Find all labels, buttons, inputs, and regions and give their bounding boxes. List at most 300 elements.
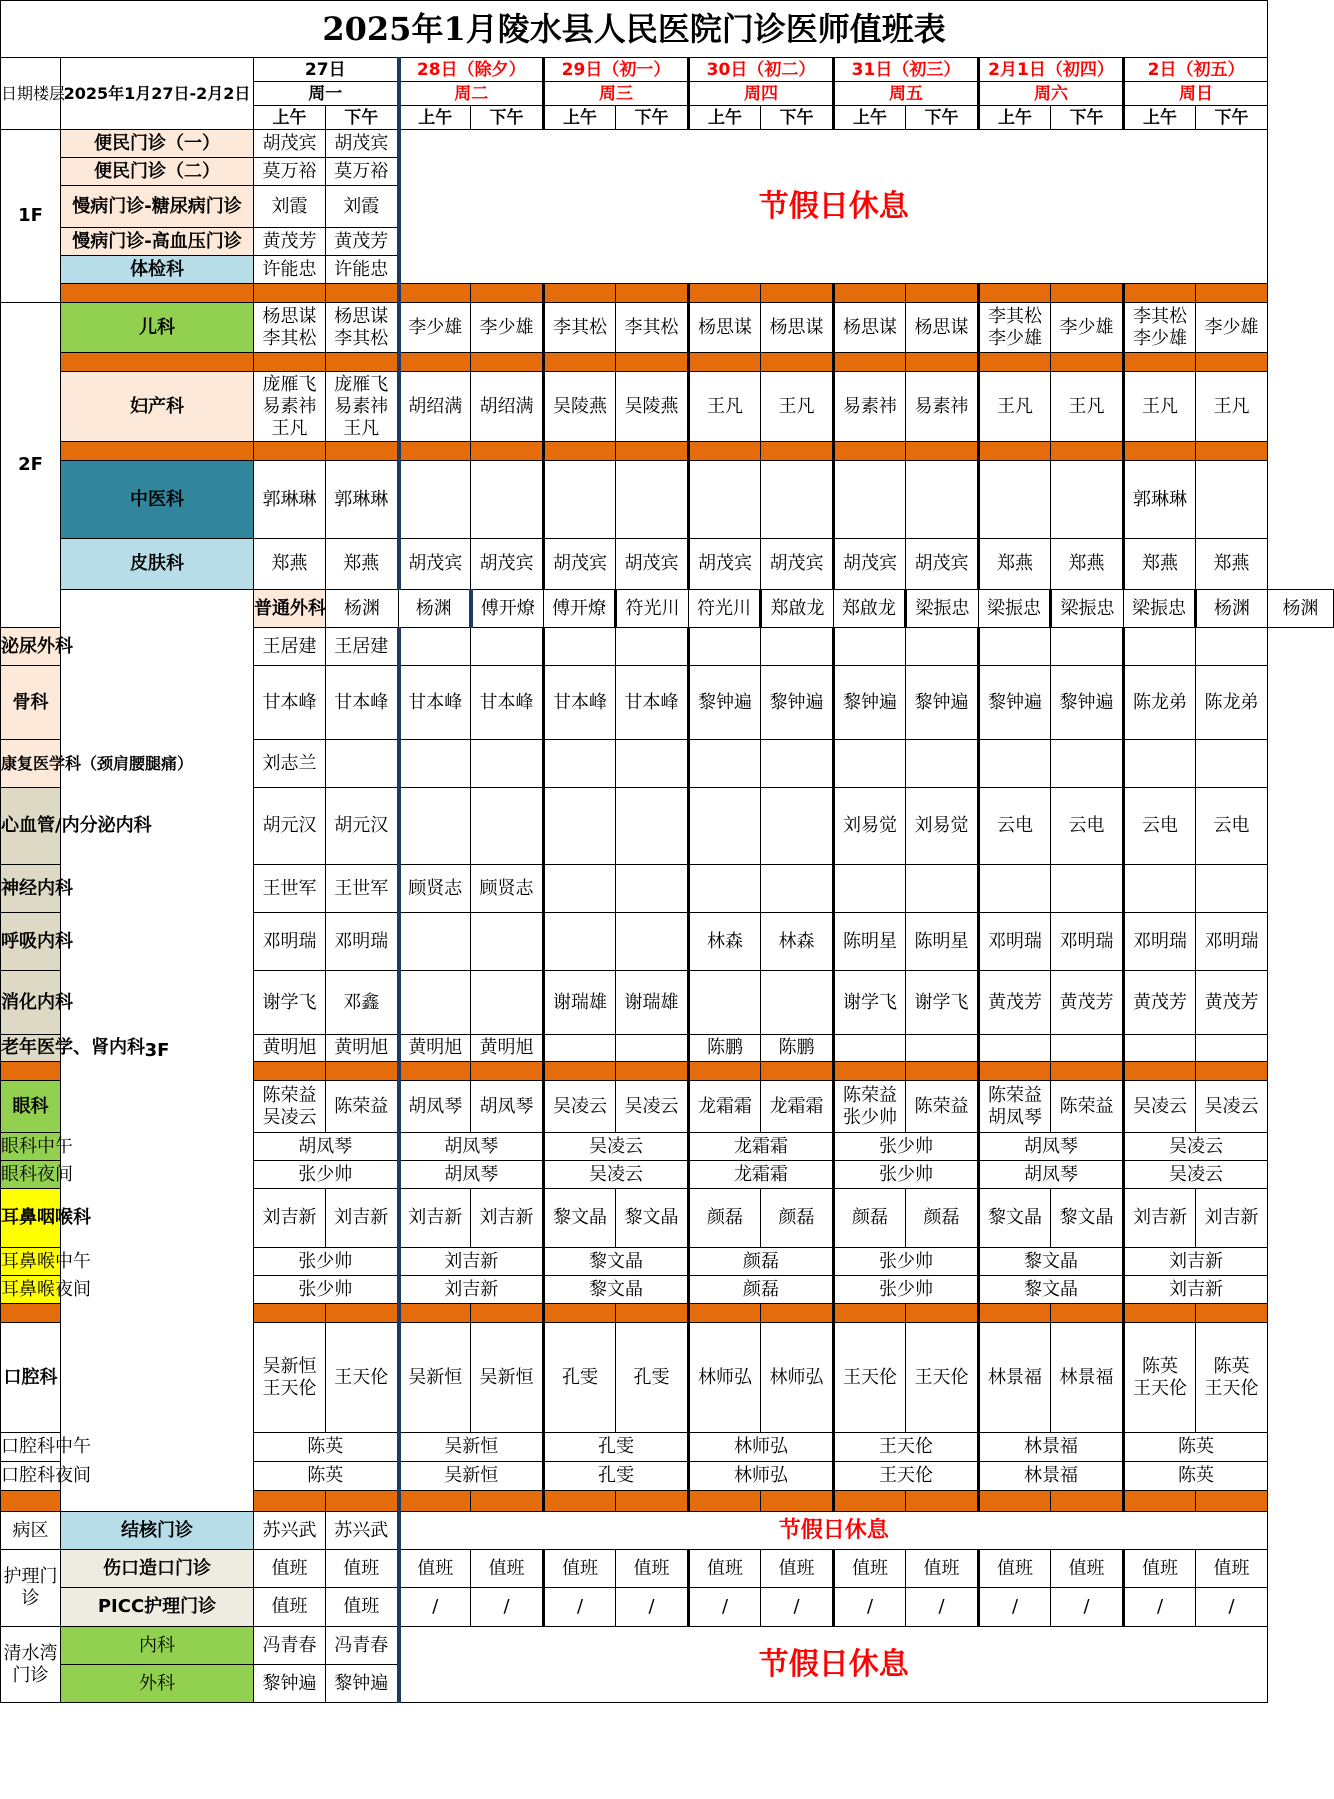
- doctor-cell: 陈英: [1124, 1433, 1268, 1462]
- dept-label: PICC护理门诊: [61, 1588, 254, 1627]
- day-week-header: 周四: [689, 82, 834, 106]
- separator-bar: [689, 1304, 761, 1323]
- dept-label: 口腔科中午: [1, 1433, 61, 1462]
- separator-bar: [616, 284, 689, 303]
- doctor-cell: 杨渊: [1268, 590, 1334, 628]
- doctor-cell: 龙霜霜: [689, 1081, 761, 1133]
- dept-label: 耳鼻咽喉科: [1, 1189, 61, 1248]
- separator-bar: [471, 1491, 544, 1512]
- doctor-cell: 黄明旭: [399, 1035, 471, 1062]
- dept-label: 皮肤科: [61, 539, 254, 590]
- doctor-cell: 刘霞: [254, 186, 326, 228]
- doctor-cell: 杨思谋: [834, 303, 906, 353]
- doctor-cell: 吴凌云: [544, 1161, 689, 1189]
- doctor-cell: 郑啟龙: [834, 590, 906, 628]
- dept-label: 外科: [61, 1665, 254, 1703]
- doctor-cell: 林师弘: [689, 1462, 834, 1491]
- doctor-cell: 胡茂宾: [761, 539, 834, 590]
- doctor-cell: [689, 788, 761, 865]
- doctor-cell: 傅开燎: [471, 590, 544, 628]
- doctor-cell: 黄茂芳: [1124, 971, 1196, 1035]
- doctor-cell: 云电: [979, 788, 1051, 865]
- doctor-cell: 胡凤琴: [979, 1161, 1124, 1189]
- doctor-cell: 刘吉新: [399, 1189, 471, 1248]
- doctor-cell: 林森: [761, 913, 834, 971]
- doctor-cell: [616, 740, 689, 788]
- doctor-cell: 吴陵燕: [616, 372, 689, 442]
- duty-cell: /: [399, 1588, 471, 1627]
- dept-label: 便民门诊（二）: [61, 158, 254, 186]
- separator-bar: [326, 353, 399, 372]
- doctor-cell: 李其松 李少雄: [979, 303, 1051, 353]
- doctor-cell: 颜磊: [689, 1189, 761, 1248]
- doctor-cell: [906, 740, 979, 788]
- dept-label: 泌尿外科: [1, 628, 61, 666]
- doctor-cell: [689, 865, 761, 913]
- doctor-cell: 张少帅: [834, 1133, 979, 1161]
- dept-label: 结核门诊: [61, 1512, 254, 1550]
- doctor-cell: 胡茂宾: [254, 130, 326, 158]
- separator-bar: [544, 353, 616, 372]
- doctor-cell: [1124, 740, 1196, 788]
- doctor-cell: 黄明旭: [326, 1035, 399, 1062]
- doctor-cell: 黎钟遍: [834, 666, 906, 740]
- separator-bar: [834, 1062, 906, 1081]
- doctor-cell: [761, 865, 834, 913]
- doctor-cell: 刘吉新: [1124, 1276, 1268, 1304]
- doctor-cell: 许能忠: [254, 256, 326, 284]
- dept-label: 中医科: [61, 461, 254, 539]
- duty-cell: 值班: [689, 1550, 761, 1588]
- separator-bar: [979, 442, 1051, 461]
- doctor-cell: 颜磊: [689, 1248, 834, 1276]
- separator-bar: [834, 1491, 906, 1512]
- doctor-cell: [616, 788, 689, 865]
- duty-cell: 值班: [1196, 1550, 1268, 1588]
- doctor-cell: 陈英: [254, 1433, 399, 1462]
- am-header: 上午: [544, 106, 616, 130]
- pm-header: 下午: [326, 106, 399, 130]
- doctor-cell: 刘吉新: [1124, 1248, 1268, 1276]
- separator-bar: [1, 1304, 61, 1323]
- separator-bar: [544, 284, 616, 303]
- duty-cell: 值班: [906, 1550, 979, 1588]
- doctor-cell: [616, 913, 689, 971]
- doctor-cell: [544, 865, 616, 913]
- duty-cell: 值班: [834, 1550, 906, 1588]
- dept-label: 呼吸内科: [1, 913, 61, 971]
- duty-cell: /: [1196, 1588, 1268, 1627]
- doctor-cell: 吴新恒 王天伦: [254, 1323, 326, 1433]
- doctor-cell: [544, 628, 616, 666]
- duty-cell: /: [761, 1588, 834, 1627]
- doctor-cell: 梁振忠: [906, 590, 979, 628]
- doctor-cell: 黄明旭: [471, 1035, 544, 1062]
- doctor-cell: 龙霜霜: [761, 1081, 834, 1133]
- doctor-cell: [616, 865, 689, 913]
- am-header: 上午: [834, 106, 906, 130]
- pm-header: 下午: [906, 106, 979, 130]
- separator-bar: [1196, 353, 1268, 372]
- separator-bar: [471, 284, 544, 303]
- dept-label: 神经内科: [1, 865, 61, 913]
- doctor-cell: 云电: [1196, 788, 1268, 865]
- doctor-cell: 黄茂芳: [1196, 971, 1268, 1035]
- separator-bar: [471, 1062, 544, 1081]
- doctor-cell: 颜磊: [834, 1189, 906, 1248]
- doctor-cell: 郑啟龙: [761, 590, 834, 628]
- separator-bar: [979, 284, 1051, 303]
- doctor-cell: 陈荣益 张少帅: [834, 1081, 906, 1133]
- doctor-cell: [1196, 865, 1268, 913]
- doctor-cell: 李少雄: [471, 303, 544, 353]
- doctor-cell: [399, 913, 471, 971]
- doctor-cell: 杨思谋: [689, 303, 761, 353]
- doctor-cell: 杨渊: [326, 590, 399, 628]
- separator-bar: [1051, 284, 1124, 303]
- day-week-header: 周三: [544, 82, 689, 106]
- day-date-header: 2日（初五）: [1124, 58, 1268, 82]
- doctor-cell: 胡元汉: [326, 788, 399, 865]
- doctor-cell: 黄茂芳: [1051, 971, 1124, 1035]
- doctor-cell: 刘吉新: [471, 1189, 544, 1248]
- duty-cell: 值班: [471, 1550, 544, 1588]
- doctor-cell: [761, 628, 834, 666]
- duty-cell: /: [544, 1588, 616, 1627]
- separator-bar: [1, 1062, 61, 1081]
- doctor-cell: [834, 865, 906, 913]
- separator-bar: [689, 442, 761, 461]
- doctor-cell: 谢瑞雄: [544, 971, 616, 1035]
- pm-header: 下午: [1196, 106, 1268, 130]
- doctor-cell: 王天伦: [834, 1462, 979, 1491]
- doctor-cell: 刘吉新: [399, 1276, 544, 1304]
- doctor-cell: 王凡: [1051, 372, 1124, 442]
- doctor-cell: 郑燕: [979, 539, 1051, 590]
- doctor-cell: [616, 461, 689, 539]
- date-range-label: 2025年1月27日-2月2日: [61, 58, 254, 130]
- doctor-cell: [326, 740, 399, 788]
- doctor-cell: 黎文晶: [544, 1276, 689, 1304]
- doctor-cell: [1051, 865, 1124, 913]
- separator-bar: [399, 1062, 471, 1081]
- doctor-cell: 甘本峰: [471, 666, 544, 740]
- separator-bar: [761, 353, 834, 372]
- doctor-cell: 李少雄: [1196, 303, 1268, 353]
- doctor-cell: [906, 461, 979, 539]
- am-header: 上午: [689, 106, 761, 130]
- separator-bar: [1196, 1304, 1268, 1323]
- doctor-cell: [1051, 1035, 1124, 1062]
- doctor-cell: 王凡: [761, 372, 834, 442]
- separator-bar: [471, 1304, 544, 1323]
- duty-cell: /: [616, 1588, 689, 1627]
- doctor-cell: [1124, 628, 1196, 666]
- doctor-cell: 林景福: [1051, 1323, 1124, 1433]
- doctor-cell: 胡凤琴: [399, 1161, 544, 1189]
- doctor-cell: 胡凤琴: [399, 1081, 471, 1133]
- doctor-cell: 王凡: [979, 372, 1051, 442]
- separator-bar: [544, 1304, 616, 1323]
- doctor-cell: 吴陵燕: [544, 372, 616, 442]
- doctor-cell: 陈荣益 吴凌云: [254, 1081, 326, 1133]
- doctor-cell: 胡茂宾: [834, 539, 906, 590]
- dept-label: 体检科: [61, 256, 254, 284]
- doctor-cell: 刘吉新: [326, 1189, 399, 1248]
- doctor-cell: [834, 461, 906, 539]
- floor-label-3f: 3F: [61, 590, 254, 1512]
- doctor-cell: [979, 1035, 1051, 1062]
- doctor-cell: 吴凌云: [1196, 1081, 1268, 1133]
- duty-cell: 值班: [399, 1550, 471, 1588]
- doctor-cell: 甘本峰: [254, 666, 326, 740]
- separator-bar: [326, 1491, 399, 1512]
- separator-bar: [326, 1062, 399, 1081]
- doctor-cell: 林森: [689, 913, 761, 971]
- dept-label: 耳鼻喉中午: [1, 1248, 61, 1276]
- separator-bar: [689, 1491, 761, 1512]
- doctor-cell: [761, 461, 834, 539]
- doctor-cell: 刘吉新: [1196, 1189, 1268, 1248]
- doctor-cell: 黎钟遍: [761, 666, 834, 740]
- separator-bar: [1196, 284, 1268, 303]
- doctor-cell: [689, 971, 761, 1035]
- separator-bar: [61, 353, 254, 372]
- dept-label: 儿科: [61, 303, 254, 353]
- doctor-cell: 刘易觉: [834, 788, 906, 865]
- duty-cell: 值班: [254, 1588, 326, 1627]
- doctor-cell: 郑燕: [1051, 539, 1124, 590]
- doctor-cell: 黎文晶: [544, 1189, 616, 1248]
- doctor-cell: [834, 628, 906, 666]
- doctor-cell: [616, 628, 689, 666]
- doctor-cell: 黎文晶: [979, 1248, 1124, 1276]
- doctor-cell: 杨渊: [399, 590, 471, 628]
- doctor-cell: 陈鹏: [761, 1035, 834, 1062]
- dept-label: 内科: [61, 1627, 254, 1665]
- day-week-header: 周六: [979, 82, 1124, 106]
- doctor-cell: 黎钟遍: [906, 666, 979, 740]
- doctor-cell: 谢学飞: [834, 971, 906, 1035]
- doctor-cell: [544, 788, 616, 865]
- doctor-cell: [544, 461, 616, 539]
- separator-bar: [616, 1304, 689, 1323]
- doctor-cell: 陈荣益 胡凤琴: [979, 1081, 1051, 1133]
- doctor-cell: 陈荣益: [326, 1081, 399, 1133]
- separator-bar: [1124, 284, 1196, 303]
- doctor-cell: 李其松: [544, 303, 616, 353]
- doctor-cell: 甘本峰: [326, 666, 399, 740]
- doctor-cell: 胡元汉: [254, 788, 326, 865]
- doctor-cell: [1196, 628, 1268, 666]
- doctor-cell: 李其松: [616, 303, 689, 353]
- dept-label: 口腔科: [1, 1323, 61, 1433]
- doctor-cell: 杨思谋 李其松: [326, 303, 399, 353]
- doctor-cell: 梁振忠: [1124, 590, 1196, 628]
- doctor-cell: 刘霞: [326, 186, 399, 228]
- doctor-cell: 王世军: [326, 865, 399, 913]
- doctor-cell: 杨思谋 李其松: [254, 303, 326, 353]
- duty-cell: 值班: [326, 1588, 399, 1627]
- doctor-cell: 陈荣益: [906, 1081, 979, 1133]
- doctor-cell: 王凡: [1196, 372, 1268, 442]
- separator-bar: [906, 442, 979, 461]
- dept-label: 普通外科: [254, 590, 326, 628]
- separator-bar: [979, 1491, 1051, 1512]
- doctor-cell: 孔雯: [544, 1462, 689, 1491]
- doctor-cell: 李少雄: [399, 303, 471, 353]
- separator-bar: [834, 353, 906, 372]
- doctor-cell: 黎钟遍: [979, 666, 1051, 740]
- doctor-cell: [471, 971, 544, 1035]
- separator-bar: [254, 442, 326, 461]
- doctor-cell: 陈英: [254, 1462, 399, 1491]
- doctor-cell: 符光川: [689, 590, 761, 628]
- separator-bar: [1124, 442, 1196, 461]
- separator-bar: [906, 1491, 979, 1512]
- doctor-cell: 苏兴武: [326, 1512, 399, 1550]
- separator-bar: [544, 1491, 616, 1512]
- duty-cell: /: [1124, 1588, 1196, 1627]
- doctor-cell: 郭琳琳: [1124, 461, 1196, 539]
- doctor-cell: 龙霜霜: [689, 1133, 834, 1161]
- doctor-cell: 林师弘: [761, 1323, 834, 1433]
- doctor-cell: [471, 628, 544, 666]
- separator-bar: [906, 284, 979, 303]
- doctor-cell: [544, 740, 616, 788]
- doctor-cell: 黄茂芳: [254, 228, 326, 256]
- floor-label-2f: 2F: [1, 303, 61, 628]
- day-week-header: 周日: [1124, 82, 1268, 106]
- doctor-cell: [689, 740, 761, 788]
- dept-label: 老年医学、肾内科: [1, 1035, 61, 1062]
- doctor-cell: 甘本峰: [616, 666, 689, 740]
- floor-label-1f: 1F: [1, 130, 61, 303]
- doctor-cell: 陈英: [1124, 1462, 1268, 1491]
- doctor-cell: [906, 865, 979, 913]
- doctor-cell: 许能忠: [326, 256, 399, 284]
- day-date-header: 31日（初三）: [834, 58, 979, 82]
- separator-bar: [761, 284, 834, 303]
- separator-bar: [689, 353, 761, 372]
- doctor-cell: 刘吉新: [254, 1189, 326, 1248]
- day-date-header: 27日: [254, 58, 399, 82]
- separator-bar: [761, 1491, 834, 1512]
- doctor-cell: [906, 628, 979, 666]
- doctor-cell: 胡茂宾: [326, 130, 399, 158]
- doctor-cell: 吴凌云: [1124, 1161, 1268, 1189]
- duty-cell: /: [834, 1588, 906, 1627]
- separator-bar: [326, 1304, 399, 1323]
- doctor-cell: 邓明瑞: [1196, 913, 1268, 971]
- doctor-cell: 孔雯: [616, 1323, 689, 1433]
- doctor-cell: 云电: [1051, 788, 1124, 865]
- doctor-cell: 易素祎: [834, 372, 906, 442]
- separator-bar: [471, 353, 544, 372]
- doctor-cell: 颜磊: [761, 1189, 834, 1248]
- doctor-cell: 邓明瑞: [254, 913, 326, 971]
- doctor-cell: 黎文晶: [616, 1189, 689, 1248]
- doctor-cell: 郭琳琳: [326, 461, 399, 539]
- duty-cell: /: [471, 1588, 544, 1627]
- separator-bar: [979, 1304, 1051, 1323]
- doctor-cell: [689, 628, 761, 666]
- doctor-cell: 黎钟遍: [326, 1665, 399, 1703]
- doctor-cell: 胡凤琴: [399, 1133, 544, 1161]
- doctor-cell: 傅开燎: [544, 590, 616, 628]
- separator-bar: [544, 442, 616, 461]
- duty-cell: /: [979, 1588, 1051, 1627]
- duty-cell: 值班: [761, 1550, 834, 1588]
- doctor-cell: 吴新恒: [399, 1462, 544, 1491]
- doctor-cell: 王世军: [254, 865, 326, 913]
- doctor-cell: 王居建: [254, 628, 326, 666]
- doctor-cell: [1051, 740, 1124, 788]
- doctor-cell: 邓明瑞: [1124, 913, 1196, 971]
- doctor-cell: [471, 788, 544, 865]
- corner-label: 日期楼层: [1, 58, 61, 130]
- doctor-cell: 谢学飞: [254, 971, 326, 1035]
- pm-header: 下午: [616, 106, 689, 130]
- separator-bar: [1196, 1491, 1268, 1512]
- doctor-cell: 顾贤志: [471, 865, 544, 913]
- separator-bar: [399, 353, 471, 372]
- doctor-cell: 王天伦: [834, 1323, 906, 1433]
- doctor-cell: 王天伦: [906, 1323, 979, 1433]
- doctor-cell: 杨思谋: [761, 303, 834, 353]
- dept-label: 伤口造口门诊: [61, 1550, 254, 1588]
- pm-header: 下午: [761, 106, 834, 130]
- doctor-cell: [1196, 1035, 1268, 1062]
- doctor-cell: 王天伦: [326, 1323, 399, 1433]
- duty-cell: 值班: [326, 1550, 399, 1588]
- doctor-cell: 王居建: [326, 628, 399, 666]
- doctor-cell: 胡茂宾: [616, 539, 689, 590]
- doctor-cell: 邓明瑞: [326, 913, 399, 971]
- doctor-cell: 云电: [1124, 788, 1196, 865]
- doctor-cell: 吴凌云: [544, 1081, 616, 1133]
- separator-bar: [761, 1304, 834, 1323]
- doctor-cell: 郑燕: [254, 539, 326, 590]
- am-header: 上午: [254, 106, 326, 130]
- doctor-cell: 黎文晶: [544, 1248, 689, 1276]
- dept-label: 康复医学科（颈肩腰腿痛）: [1, 740, 61, 788]
- doctor-cell: 甘本峰: [399, 666, 471, 740]
- doctor-cell: [399, 740, 471, 788]
- doctor-cell: [399, 788, 471, 865]
- separator-bar: [326, 284, 399, 303]
- dept-label: 眼科: [1, 1081, 61, 1133]
- doctor-cell: 莫万裕: [326, 158, 399, 186]
- doctor-cell: 甘本峰: [544, 666, 616, 740]
- day-week-header: 周一: [254, 82, 399, 106]
- separator-bar: [616, 1491, 689, 1512]
- separator-bar: [1124, 1304, 1196, 1323]
- doctor-cell: 吴凌云: [616, 1081, 689, 1133]
- doctor-cell: [471, 740, 544, 788]
- doctor-cell: 郭琳琳: [254, 461, 326, 539]
- holiday-notice: 节假日休息: [399, 1627, 1268, 1703]
- doctor-cell: 吴新恒: [399, 1323, 471, 1433]
- separator-bar: [399, 284, 471, 303]
- separator-bar: [1051, 353, 1124, 372]
- doctor-cell: 林景福: [979, 1433, 1124, 1462]
- doctor-cell: 张少帅: [834, 1276, 979, 1304]
- doctor-cell: [399, 628, 471, 666]
- separator-bar: [906, 353, 979, 372]
- doctor-cell: [1196, 461, 1268, 539]
- doctor-cell: 胡绍满: [399, 372, 471, 442]
